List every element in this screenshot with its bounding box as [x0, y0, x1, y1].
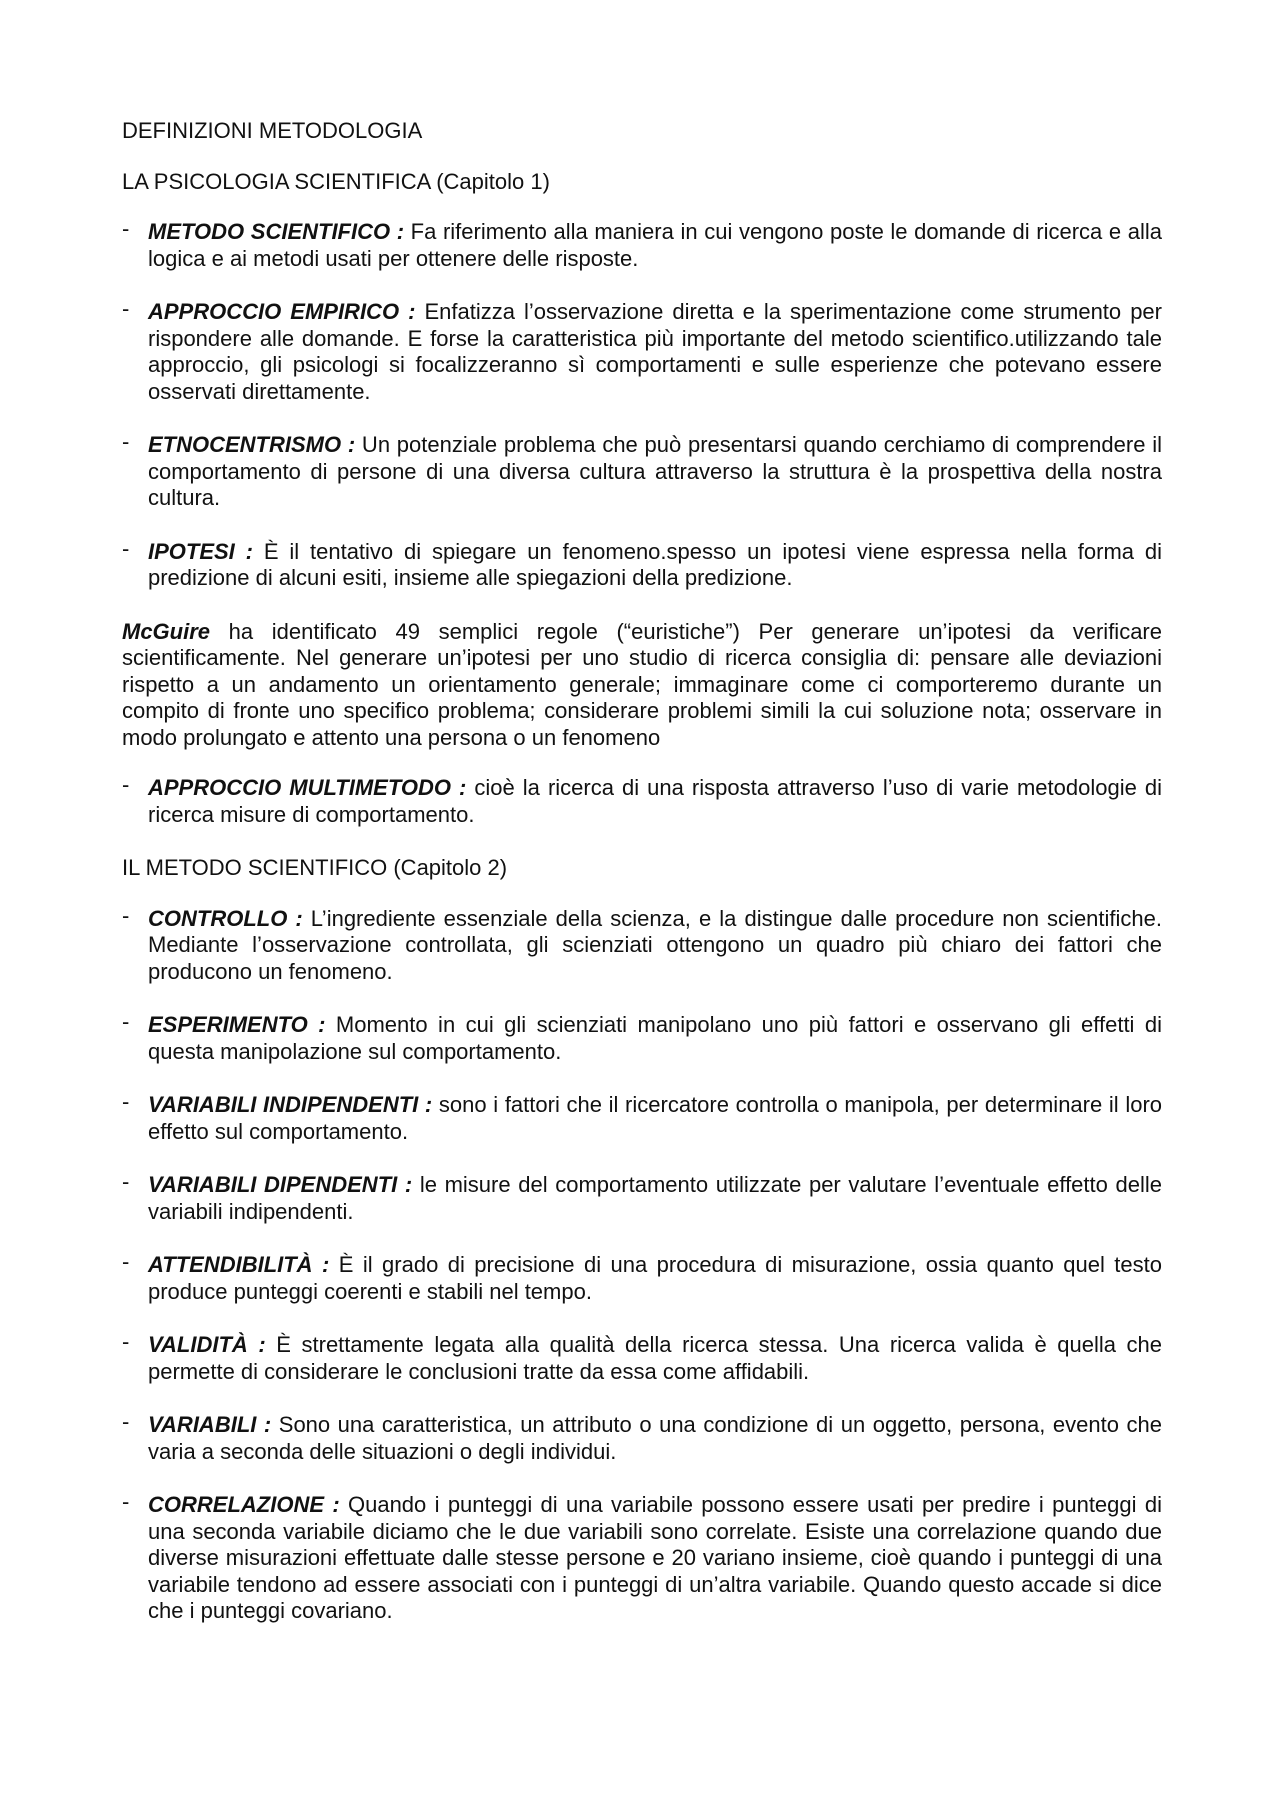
definition-text: Un potenziale problema che può presentarsi quando cerchiamo di comprendere il comportamento di persone di una diversa cultura attraverso la struttura è la prospettiva della nostra cultura. — [148, 432, 1162, 510]
definition-text: sono i fattori che il ricercatore controlla o manipola, per determinare il loro effetto sul comportamento. — [148, 1092, 1163, 1144]
list-dash: - — [122, 429, 130, 454]
list-dash: - — [122, 1089, 130, 1114]
list-dash: - — [122, 1489, 130, 1514]
list-dash: - — [122, 772, 130, 797]
list-dash: - — [122, 1169, 130, 1194]
definition-term: VARIABILI DIPENDENTI : — [148, 1172, 413, 1197]
list-dash: - — [122, 902, 130, 928]
list-dash: - — [122, 1409, 130, 1434]
definition-approccio-multimetodo — [122, 772, 1162, 828]
definition-text: le misure del comportamento utilizzate per valutare l’eventuale effetto delle variabili indipendenti. — [148, 1172, 1162, 1224]
definition-text: cioè la ricerca di una risposta attraverso l’uso di varie metodologie di ricerca misure di comportamento. — [148, 775, 1162, 827]
list-dash: - — [122, 216, 130, 241]
definition-controllo — [122, 902, 1162, 986]
definition-attendibilita — [122, 1249, 1162, 1305]
section-heading-capitolo-2: IL METODO SCIENTIFICO (Capitolo 2) — [122, 855, 508, 880]
definition-approccio-empirico — [122, 296, 1162, 405]
definition-term: APPROCCIO MULTIMETODO : — [148, 775, 467, 800]
definition-variabili-dipendenti — [122, 1169, 1162, 1225]
definition-text: Quando i punteggi di una variabile possono essere usati per predire i punteggi di una seconda variabile diciamo che le due variabili sono correlate. Esiste una correlazione quando due diverse misurazioni effettuate dalle stesse persone e 20 variano insieme, cioè quando i punteggi di una variabile tendono ad essere associati con i punteggi di un’altra variabile. Quando questo accade si dice che i punteggi covariano. — [148, 1492, 1162, 1623]
definition-variabili — [122, 1409, 1162, 1465]
definition-variabili-indipendenti — [122, 1089, 1163, 1145]
definition-ipotesi — [122, 535, 1162, 592]
definition-esperimento — [122, 1009, 1162, 1065]
definition-text: È strettamente legata alla qualità della ricerca stessa. Una ricerca valida è quella che permette di considerare le conclusioni tratte da essa come affidabili. — [148, 1332, 1162, 1384]
definition-term: CORRELAZIONE : — [148, 1492, 340, 1517]
definition-term: VARIABILI : — [148, 1412, 272, 1437]
definition-metodo-scientifico — [122, 216, 1162, 272]
list-dash: - — [122, 535, 130, 561]
author-name: McGuire — [122, 618, 211, 644]
definition-text: Momento in cui gli scienziati manipolano uno più fattori e osservano gli effetti di questa manipolazione sul comportamento. — [148, 1012, 1162, 1064]
definition-correlazione — [122, 1489, 1162, 1625]
paragraph-mcguire — [122, 619, 1162, 752]
definition-term: ETNOCENTRISMO : — [148, 432, 356, 457]
list-dash: - — [122, 1249, 130, 1274]
definition-term: VARIABILI INDIPENDENTI : — [148, 1092, 433, 1117]
paragraph-text: ha identificato 49 semplici regole (“euristiche”) Per generare un’ipotesi da verificare scientificamente. Nel generare un’ipotesi per uno studio di ricerca consiglia di: pensare alle deviazioni rispetto a un andamento un orientamento generale; immaginare come ci comporteremo durante un compito di fronte uno specifico problema; considerare problemi simili la cui soluzione nota; osservare in modo prolungato e attento una persona o un fenomeno — [122, 618, 1162, 750]
definition-term: ESPERIMENTO : — [148, 1012, 326, 1037]
definition-term: APPROCCIO EMPIRICO : — [148, 299, 416, 324]
definition-term: CONTROLLO : — [148, 905, 303, 931]
definition-validita — [122, 1329, 1162, 1385]
list-dash: - — [122, 296, 130, 321]
definition-text: È il tentativo di spiegare un fenomeno.spesso un ipotesi viene espressa nella forma di predizione di alcuni esiti, insieme alle spiegazioni della predizione. — [148, 538, 1162, 590]
document-title: DEFINIZIONI METODOLOGIA — [122, 118, 423, 143]
definition-term: VALIDITÀ : — [148, 1332, 266, 1357]
definition-text: Sono una caratteristica, un attributo o una condizione di un oggetto, persona, evento che varia a seconda delle situazioni o degli individui. — [148, 1412, 1162, 1464]
list-dash: - — [122, 1009, 130, 1034]
definition-text: È il grado di precisione di una procedura di misurazione, ossia quanto quel testo produce punteggi coerenti e stabili nel tempo. — [148, 1252, 1162, 1304]
definition-term: IPOTESI : — [148, 538, 253, 564]
list-dash: - — [122, 1329, 130, 1354]
definition-term: ATTENDIBILITÀ : — [148, 1252, 330, 1277]
definition-text: L’ingrediente essenziale della scienza, e la distingue dalle procedure non scientifiche. Mediante l’osservazione controllata, gli scienziati ottengono un quadro più chiaro dei fattori che producono un fenomeno. — [148, 905, 1162, 984]
definition-text: Enfatizza l’osservazione diretta e la sperimentazione come strumento per rispondere alle domande. E forse la caratteristica più importante del metodo scientifico.utilizzando tale approccio, gli psicologi si focalizzeranno sì comportamenti e sulle esperienze che potevano essere osservati direttamente. — [148, 299, 1162, 404]
definition-term: METODO SCIENTIFICO : — [148, 219, 405, 244]
definition-etnocentrismo — [122, 429, 1162, 512]
section-heading-capitolo-1: LA PSICOLOGIA SCIENTIFICA (Capitolo 1) — [122, 168, 550, 194]
definition-text: Fa riferimento alla maniera in cui vengono poste le domande di ricerca e alla logica e ai metodi usati per ottenere delle risposte. — [148, 219, 1162, 271]
